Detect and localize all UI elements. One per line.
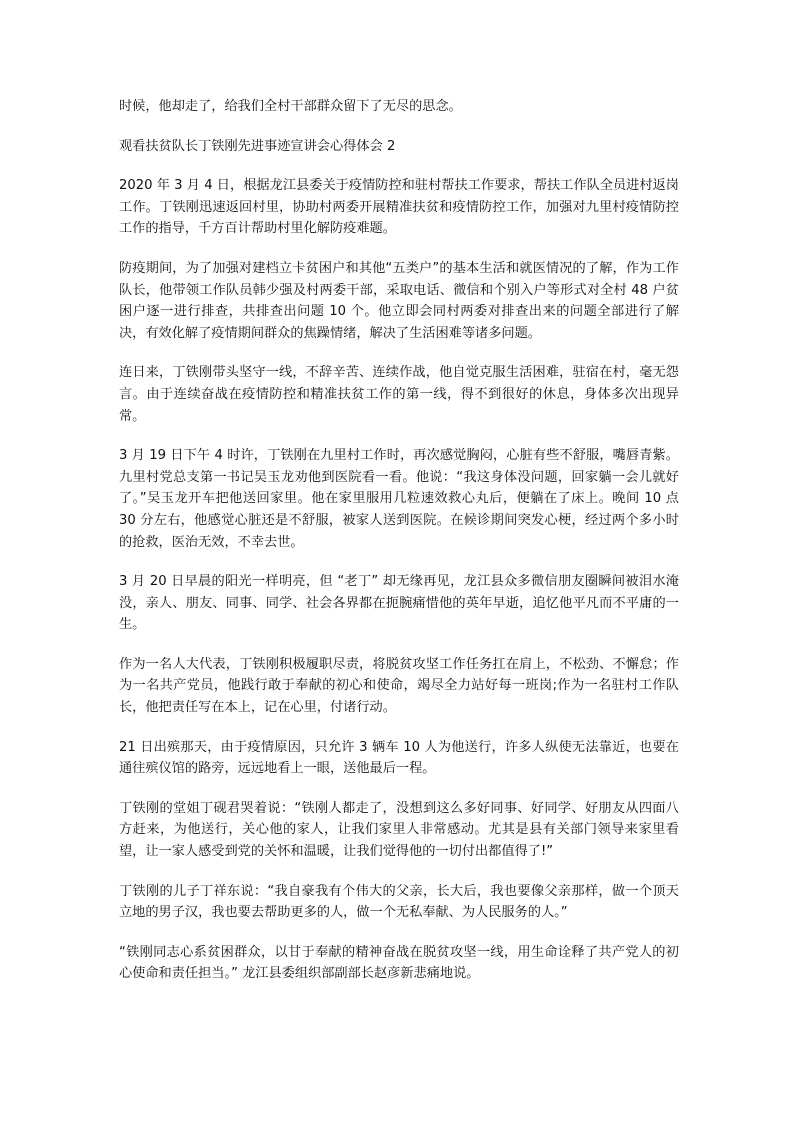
paragraph-march-20: 3 月 20 日早晨的阳光一样明亮，但 “老丁” 却无缘再见，龙江县众多微信朋友圈瞬间被泪水淹没，亲人、朋友、同事、同学、社会各界都在扼腕痛惜他的英年早逝，追忆他平凡而不平庸的一生。 xyxy=(119,574,679,633)
paragraph-roles: 作为一名人大代表，丁铁刚积极履职尽责，将脱贫攻坚工作任务扛在肩上，不松劲、不懈怠；作为一名共产党员，他践行敢于奉献的初心和使命，竭尽全力站好每一班岗;作为一名驻村工作队长，他把责任写在本上，记在心里，付诸行动。 xyxy=(119,656,679,716)
paragraph-return-to-post: 2020 年 3 月 4 日，根据龙江县委关于疫情防控和驻村帮扶工作要求，帮扶工作队全员进村返岗工作。丁铁刚迅速返回村里，协助村两委开展精准扶贫和疫情防控工作，加强对九里村疫情防控工作的指导，千方百计帮助村里化解防疫难题。 xyxy=(119,178,679,237)
paragraph-march-19: 3 月 19 日下午 4 时许，丁铁刚在九里村工作时，再次感觉胸闷，心脏有些不舒服，嘴唇青紫。九里村党总支第一书记吴玉龙劝他到医院看一看。他说：“我这身体没问题，回家躺一会儿就好了。”吴玉龙开车把他送回家里。他在家里服用几粒速效救心丸后，便躺在了床上。晚间 10 点 30 分左右，他感觉心脏还是不舒服，被家人送到医院。在候诊期间突发心梗，经过两个多小时的抢救，医治无效，不幸去世。 xyxy=(119,448,679,550)
paragraph-front-line: 连日来，丁铁刚带头坚守一线，不辞辛苦、连续作战，他自觉克服生活困难，驻宿在村，毫无怨言。由于连续奋战在疫情防控和精准扶贫工作的第一线，得不到很好的休息，身体多次出现异常。 xyxy=(119,365,679,424)
paragraph-official-quote: “铁刚同志心系贫困群众，以甘于奉献的精神奋战在脱贫攻坚一线，用生命诠释了共产党人的初心使命和责任担当。” 龙江县委组织部副部长赵彦新悲痛地说。 xyxy=(119,944,679,982)
document-page xyxy=(119,96,679,1003)
paragraph-son-quote: 丁铁刚的儿子丁祥东说：“我自豪我有个伟大的父亲，长大后，我也要像父亲那样，做一个顶天立地的男子汉，我也要去帮助更多的人，做一个无私奉献、为人民服务的人。” xyxy=(119,883,679,921)
paragraph-funeral: 21 日出殡那天，由于疫情原因，只允许 3 辆车 10 人为他送行，许多人纵使无法靠近，也要在通往殡仪馆的路旁，远远地看上一眼，送他最后一程。 xyxy=(119,739,679,777)
paragraph-epidemic-survey: 防疫期间，为了加强对建档立卡贫困户和其他“五类户”的基本生活和就医情况的了解，作为工作队长，他带领工作队员韩少强及村两委干部，采取电话、微信和个别入户等形式对全村 48 户贫困户逐一进行排查，共排查出问题 10 个。他立即会同村两委对排查出来的问题全部进行了解决，有效化解了疫情期间群众的焦躁情绪，解决了生活困难等诸多问题。 xyxy=(119,260,679,341)
paragraph-continuation: 时候，他却走了，给我们全村干部群众留下了无尽的思念。 xyxy=(119,99,462,114)
document-title: 观看扶贫队长丁铁刚先进事迹宣讲会心得体会 2 xyxy=(119,138,396,154)
paragraph-cousin-quote: 丁铁刚的堂姐丁砚君哭着说：“铁刚人都走了，没想到这么多好同事、好同学、好朋友从四面八方赶来，为他送行，关心他的家人，让我们家里人非常感动。尤其是县有关部门领导来家里看望，让一家人感受到党的关怀和温暖，让我们觉得他的一切付出都值得了!” xyxy=(119,800,679,860)
